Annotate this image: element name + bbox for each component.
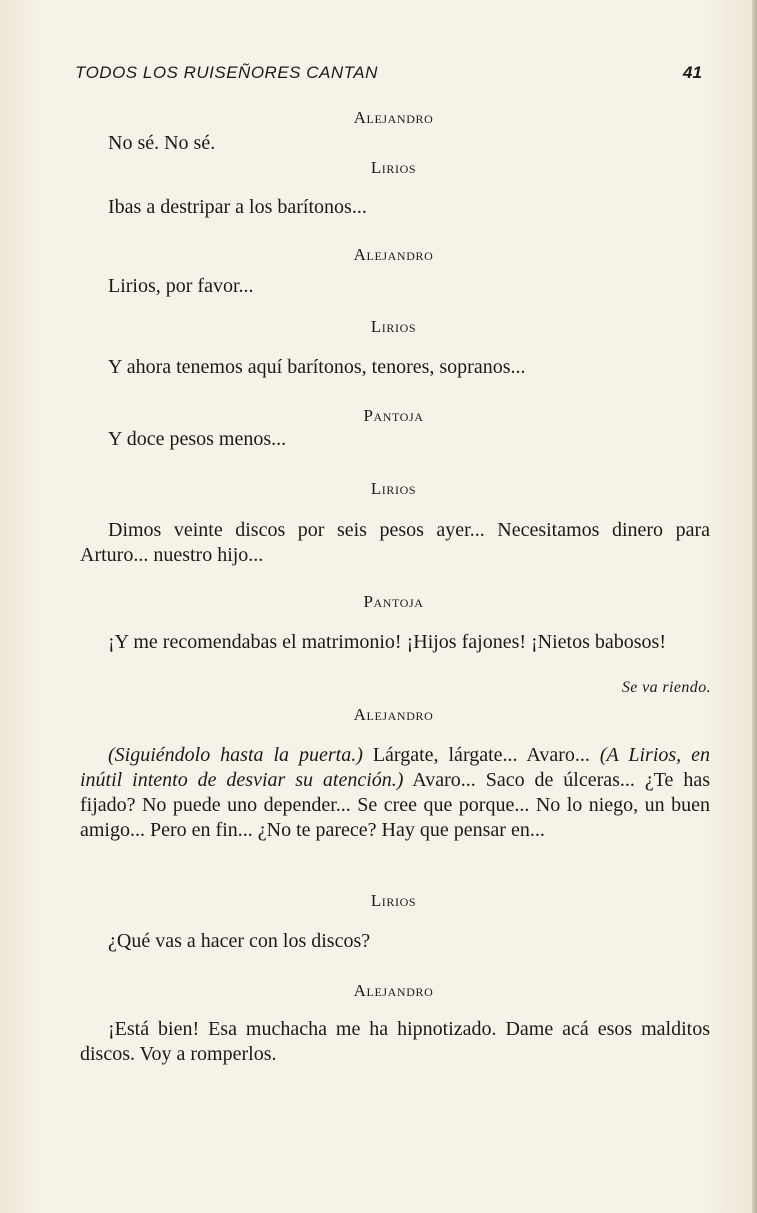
dialogue-line: Dimos veinte discos por seis pesos ayer... Necesitamos dinero para Arturo... nuestro hijo... — [80, 519, 710, 566]
dialogue-line: Y doce pesos menos... — [108, 428, 287, 450]
dialogue-paragraph — [80, 743, 710, 843]
running-header-title: TODOS LOS RUISEÑORES CANTAN — [75, 63, 378, 82]
page-number: 41 — [683, 63, 702, 82]
dialogue-line: Ibas a destripar a los barítonos... — [108, 196, 367, 218]
speaker-name: Lirios — [370, 317, 417, 336]
speaker-name: Lirios — [370, 891, 417, 910]
speaker-name: Alejandro — [353, 705, 434, 724]
stage-direction-inline: (A Lirios, en inútil intento de desviar su atención.) — [80, 744, 710, 791]
speaker-name: Alejandro — [353, 981, 434, 1000]
speaker-name: Pantoja — [363, 406, 424, 425]
dialogue-line: Lirios, por favor... — [108, 275, 254, 297]
dialogue-line: ¡Está bien! Esa muchacha me ha hipnotizado. Dame acá esos malditos discos. Voy a romperlos. — [80, 1018, 710, 1065]
speaker-name: Alejandro — [353, 108, 434, 127]
speaker-name: Lirios — [370, 479, 417, 498]
speaker-name: Lirios — [370, 158, 417, 177]
dialogue-text: Lárgate, lárgate... Avaro... — [362, 744, 600, 766]
speaker-name: Alejandro — [353, 245, 434, 264]
speaker-name: Pantoja — [363, 592, 424, 611]
stage-direction: Se va riendo. — [621, 679, 711, 696]
dialogue-line: No sé. No sé. — [108, 132, 216, 154]
dialogue-line: Y ahora tenemos aquí barítonos, tenores, sopranos... — [108, 356, 526, 378]
dialogue-line: ¿Qué vas a hacer con los discos? — [108, 930, 371, 952]
dialogue-text: Avaro... Saco de úlceras... ¿Te has fijado? No puede uno depender... Se cree que porque... No lo niego, un buen amigo... Pero en fin... ¿No te parece? Hay que pensar en... — [80, 769, 710, 841]
dialogue-line: ¡Y me recomendabas el matrimonio! ¡Hijos fajones! ¡Nietos babosos! — [108, 631, 666, 653]
stage-direction-inline: (Siguiéndolo hasta la puerta.) — [108, 744, 363, 766]
